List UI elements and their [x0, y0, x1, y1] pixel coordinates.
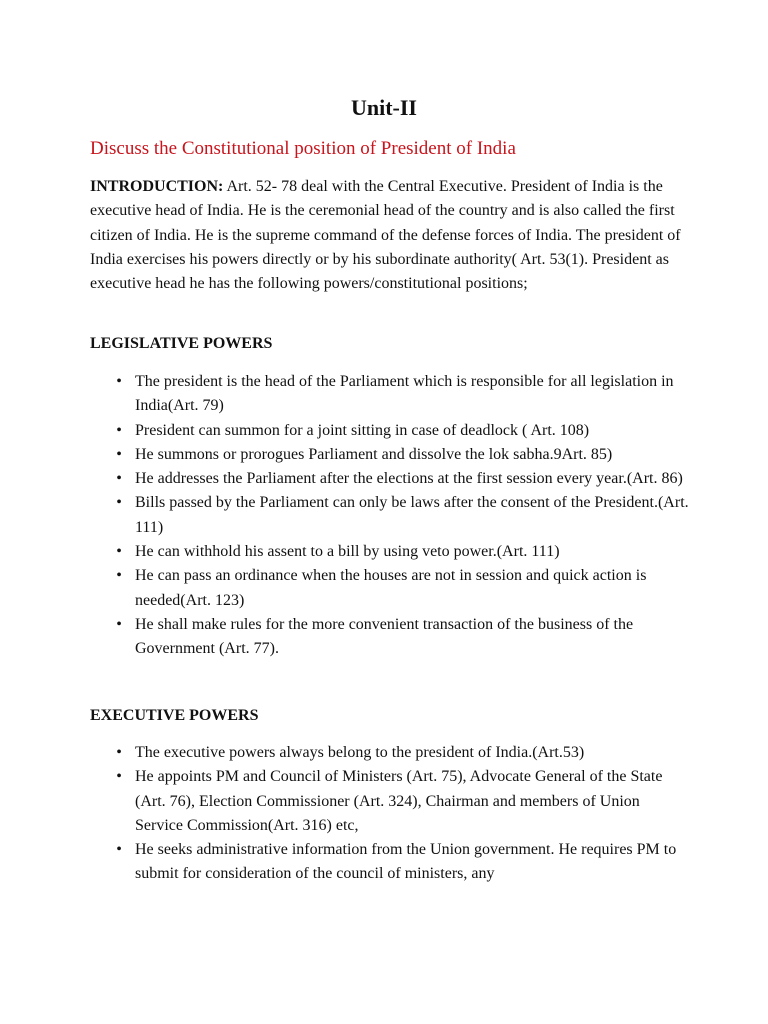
list-item-text: He can pass an ordinance when the houses are not in session and quick action is needed(Art. 123) — [135, 567, 647, 609]
list-item — [90, 443, 690, 467]
bullet-icon: • — [116, 567, 122, 585]
list-item — [90, 765, 690, 838]
list-item — [90, 370, 690, 419]
introduction-paragraph — [90, 175, 690, 296]
bullet-icon: • — [116, 615, 122, 633]
list-item — [90, 613, 690, 662]
list-item — [90, 741, 690, 765]
list-item — [90, 419, 690, 443]
list-item-text: The president is the head of the Parliament which is responsible for all legislation in India(Art. 79) — [135, 373, 674, 415]
bullet-icon: • — [116, 744, 122, 761]
legislative-powers-heading: LEGISLATIVE POWERS — [90, 335, 273, 352]
bullet-icon: • — [116, 768, 122, 786]
bullet-icon: • — [116, 373, 122, 390]
introduction-label: INTRODUCTION: — [90, 178, 224, 195]
bullet-icon: • — [116, 494, 122, 512]
list-item-text: Bills passed by the Parliament can only be laws after the consent of the President.(Art. 111) — [135, 494, 689, 536]
list-item — [90, 467, 690, 491]
bullet-icon: • — [116, 421, 122, 439]
introduction-text: Art. 52- 78 deal with the Central Executive. President of India is the executive head of India. He is the ceremonial head of the country and is also called the first citizen of India. He is the supreme command of the defense forces of India. The president of India exercises his powers directly or by his subordinate authority( Art. 53(1). President as executive head he has the following powers/constitutional positions; — [90, 178, 681, 293]
bullet-icon: • — [116, 470, 122, 488]
list-item-text: The executive powers always belong to the president of India.(Art.53) — [135, 744, 585, 761]
list-item-text: He shall make rules for the more convenient transaction of the business of the Government (Art. 77). — [135, 615, 634, 658]
list-item-text: He addresses the Parliament after the elections at the first session every year.(Art. 86) — [135, 470, 683, 488]
list-item — [90, 838, 690, 887]
list-item-text: He seeks administrative information from the Union government. He requires PM to submit for consideration of the council of ministers, any — [135, 841, 677, 883]
executive-powers-heading: EXECUTIVE POWERS — [90, 707, 259, 724]
executive-powers-list — [90, 741, 690, 887]
legislative-powers-list — [90, 370, 690, 662]
unit-title: Unit-II — [350, 95, 417, 120]
list-item — [90, 491, 690, 540]
question-heading: Discuss the Constitutional position of President of India — [90, 138, 516, 159]
bullet-icon: • — [116, 445, 122, 463]
list-item-text: President can summon for a joint sitting in case of deadlock ( Art. 108) — [135, 421, 590, 439]
list-item — [90, 540, 690, 564]
bullet-icon: • — [116, 841, 122, 859]
list-item-text: He summons or prorogues Parliament and dissolve the lok sabha.9Art. 85) — [135, 445, 613, 463]
bullet-icon: • — [116, 543, 122, 561]
list-item-text: He can withhold his assent to a bill by using veto power.(Art. 111) — [135, 543, 560, 561]
list-item — [90, 564, 690, 613]
list-item-text: He appoints PM and Council of Ministers (Art. 75), Advocate General of the State (Art. 76), Election Commissioner (Art. 324), Chairman and members of Union Service Commission(Art. 316) etc, — [135, 768, 663, 834]
